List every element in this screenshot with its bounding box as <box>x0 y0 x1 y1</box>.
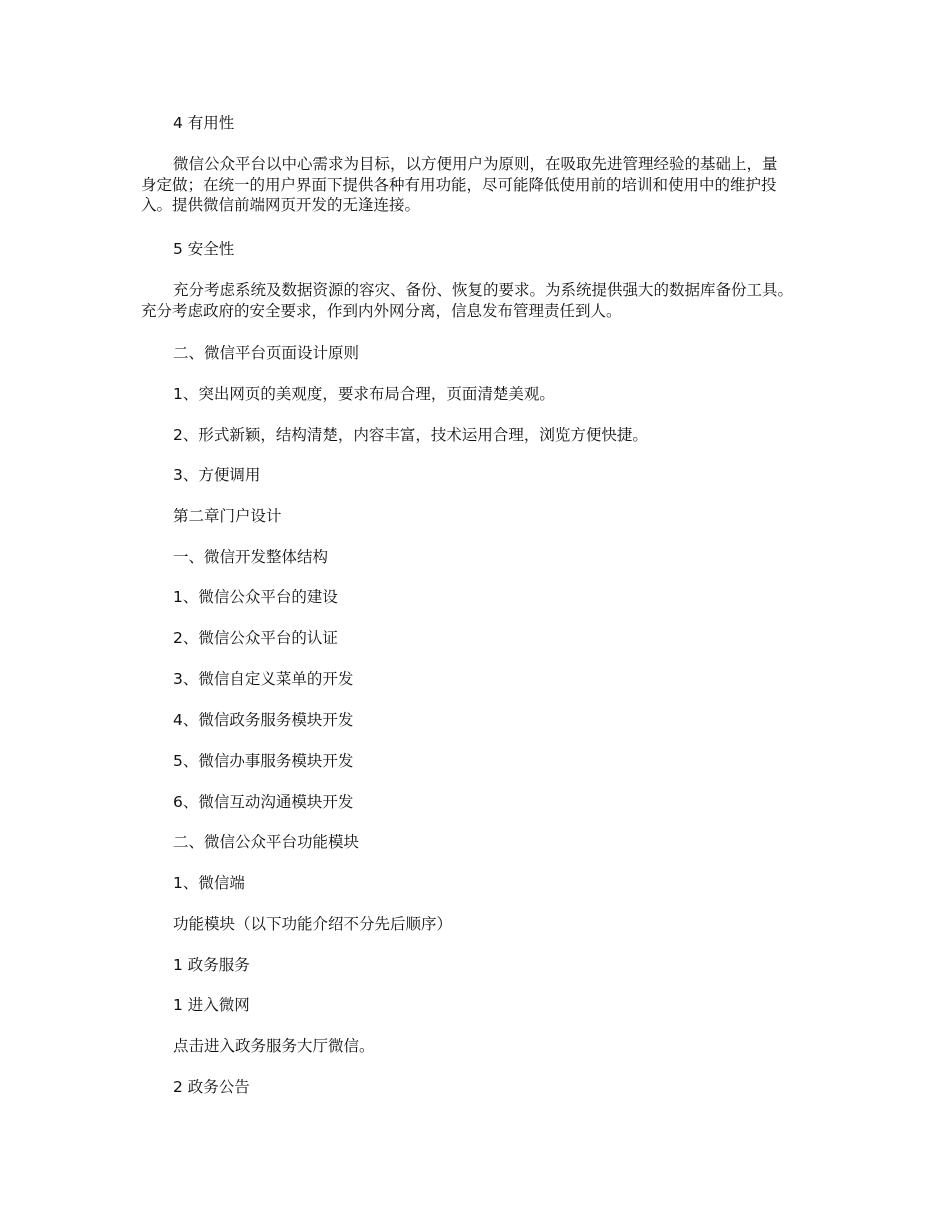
paragraph-line: 入。提供微信前端网页开发的无逢连接。 <box>141 196 421 214</box>
list-item: 2 政务公告 <box>173 1078 250 1096</box>
heading-security: 5 安全性 <box>173 240 235 258</box>
section-heading: 二、微信公众平台功能模块 <box>173 833 360 851</box>
paragraph-line: 充分考虑系统及数据资源的容灾、备份、恢复的要求。为系统提供强大的数据库备份工具。 <box>173 281 794 299</box>
chapter-title: 第二章门户设计 <box>173 507 282 525</box>
paragraph-security <box>141 280 813 321</box>
list-item: 1、突出网页的美观度，要求布局合理，页面清楚美观。 <box>173 385 555 403</box>
list-item: 3、方便调用 <box>173 466 261 484</box>
list-item: 3、微信自定义菜单的开发 <box>173 670 354 688</box>
list-item: 1、微信端 <box>173 874 245 892</box>
list-item: 2、形式新颖，结构清楚，内容丰富，技术运用合理，浏览方便快捷。 <box>173 426 648 444</box>
paragraph-usefulness <box>141 154 813 216</box>
list-item: 2、微信公众平台的认证 <box>173 629 338 647</box>
section-heading: 一、微信开发整体结构 <box>173 548 329 566</box>
list-item: 1 进入微网 <box>173 996 250 1014</box>
list-item: 1 政务服务 <box>173 956 250 974</box>
list-item: 1、微信公众平台的建设 <box>173 588 338 606</box>
heading-page-design-principles: 二、微信平台页面设计原则 <box>173 344 360 362</box>
paragraph-line: 微信公众平台以中心需求为目标，以方便用户为原则，在吸取先进管理经验的基础上，量 <box>173 155 778 173</box>
list-item: 5、微信办事服务模块开发 <box>173 752 354 770</box>
list-item: 6、微信互动沟通模块开发 <box>173 793 354 811</box>
paragraph-line: 充分考虑政府的安全要求，作到内外网分离，信息发布管理责任到人。 <box>141 301 622 320</box>
paragraph-line: 身定做；在统一的用户界面下提供各种有用功能，尽可能降低使用前的培训和使用中的维护投 <box>141 175 777 194</box>
text-line: 点击进入政务服务大厅微信。 <box>173 1037 375 1055</box>
list-item: 4、微信政务服务模块开发 <box>173 711 354 729</box>
heading-usefulness: 4 有用性 <box>173 114 235 132</box>
text-line: 功能模块（以下功能介绍不分先后顺序） <box>173 915 453 933</box>
